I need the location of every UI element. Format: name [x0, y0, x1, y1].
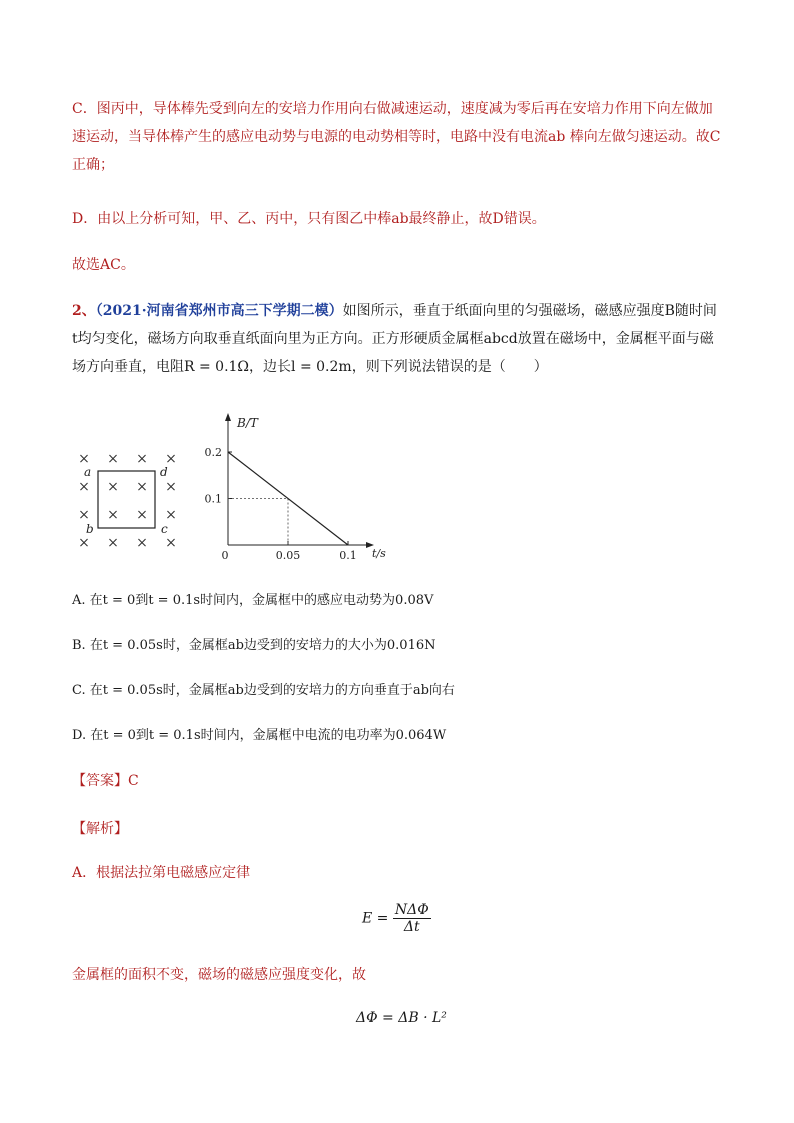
field-x: ×	[78, 479, 90, 495]
question-number: 2、	[72, 303, 96, 319]
y-tick-label: 0.1	[204, 492, 222, 506]
corner-a-label: a	[84, 465, 92, 479]
field-x: ×	[136, 535, 148, 551]
field-x: ×	[107, 535, 119, 551]
field-x: ×	[136, 451, 148, 467]
answer-label: 【答案】C	[72, 773, 139, 789]
corner-b-label: b	[86, 522, 94, 536]
corner-c-label: c	[161, 522, 168, 536]
field-x: ×	[136, 507, 148, 523]
field-x: ×	[107, 451, 119, 467]
x-tick-label: 0	[221, 549, 229, 562]
option-a-text: 在t = 0到t = 0.1s时间内，金属框中的感应电动势为0.08V	[89, 593, 434, 608]
equation-emf-denominator: Δt	[403, 919, 420, 935]
option-c-label: C.	[72, 683, 86, 698]
corner-d-label: d	[160, 465, 168, 479]
option-b	[72, 636, 436, 656]
field-x: ×	[107, 479, 119, 495]
equation-emf-fraction	[393, 902, 431, 935]
question-text: 如图所示，垂直于纸面向里的匀强磁场，磁感应强度B随时间t均匀变化，磁场方向取垂直纸面向里为正方向。正方形硬质金属框abcd放置在磁场中，金属框平面与磁场方向垂直，电阻R = 0.1Ω，边长l = 0.2m，则下列说法错误的是（ ）	[72, 303, 717, 375]
field-frame-figure	[70, 435, 190, 560]
option-b-text: 在t = 0.05s时，金属框ab边受到的安培力的大小为0.016N	[89, 638, 436, 653]
option-c	[72, 681, 455, 701]
option-a	[72, 591, 433, 611]
analysis-area-line: 金属框的面积不变，磁场的磁感应强度变化，故	[72, 967, 366, 983]
field-x: ×	[78, 507, 90, 523]
field-x: ×	[165, 535, 177, 551]
field-x: ×	[165, 479, 177, 495]
analysis-title: 【解析】	[72, 821, 128, 837]
question-source: （2021·河南省郑州市高三下学期二模）	[95, 303, 343, 319]
analysis-a-line: A．根据法拉第电磁感应定律	[72, 865, 251, 881]
option-d-text: 在t = 0到t = 0.1s时间内，金属框中电流的电功率为0.064W	[90, 728, 447, 743]
field-x: ×	[165, 451, 177, 467]
y-tick-label: 0.2	[204, 446, 222, 459]
equation-emf	[362, 902, 431, 935]
x-axis-label: t/s	[372, 547, 386, 560]
b-t-graph	[195, 405, 395, 565]
field-x: ×	[107, 507, 119, 523]
field-x: ×	[165, 507, 177, 523]
x-tick-label: 0.05	[275, 549, 301, 562]
analysis-d-line: D．由以上分析可知，甲、乙、丙中，只有图乙中棒ab最终静止，故D错误。	[72, 211, 546, 227]
option-a-label: A.	[72, 593, 86, 608]
question-2-stem	[72, 297, 722, 381]
x-tick-label: 0.1	[339, 549, 357, 562]
analysis-c-line: C．图丙中，导体棒先受到向左的安培力作用向右做减速运动，速度减为零后再在安培力作用下向左做加速运动，当导体棒产生的感应电动势与电源的电动势相等时，电路中没有电流ab 棒向左做匀速运动。故C正确；	[72, 101, 721, 173]
field-x: ×	[136, 479, 148, 495]
y-axis-arrow-icon	[225, 413, 231, 421]
option-d	[72, 726, 446, 746]
field-x: ×	[78, 451, 90, 467]
analysis-choose: 故选AC。	[72, 257, 135, 273]
y-axis-label: B/T	[237, 416, 258, 430]
equation-emf-numerator: NΔΦ	[394, 902, 429, 918]
field-x: ×	[78, 535, 90, 551]
equation-emf-lhs: E =	[362, 910, 389, 927]
option-d-label: D.	[72, 728, 87, 743]
equation-flux: ΔΦ = ΔB · L²	[356, 1010, 447, 1026]
option-b-label: B.	[72, 638, 86, 653]
option-c-text: 在t = 0.05s时，金属框ab边受到的安培力的方向垂直于ab向右	[89, 683, 455, 698]
